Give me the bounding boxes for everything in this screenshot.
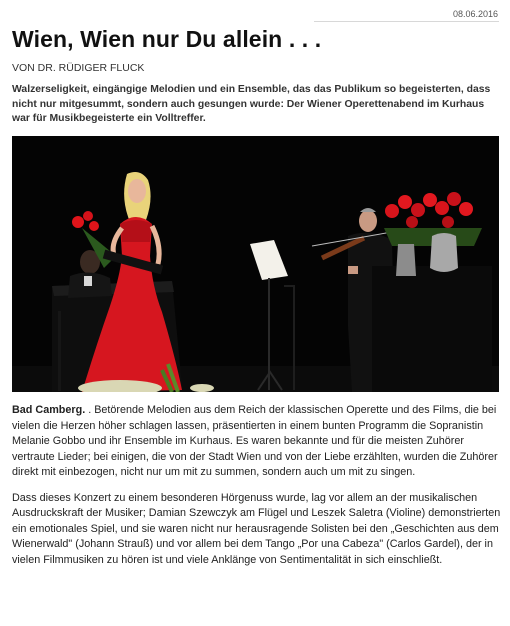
body-paragraph-1 <box>12 403 502 481</box>
dateline-place: Bad Camberg. <box>12 404 86 416</box>
body-paragraph-1-text: . Betörende Melodien aus dem Reich der klassischen Operette und des Films, die bei vielen die Herzen höher schlagen lassen, präsentierten in einem bunten Programm die Sopranistin Melanie Gobbo und ihr Ensemble im Kurhaus. Es waren bekannte und für die meisten Zuhörer vertraute Lieder; bei einigen, die von der Stadt Wien und von der Liebe erzählten, wurden die Zuhörer direkt mit einbezogen, nicht nur um mit zu summen, sondern auch um mit zu singen. <box>12 404 498 478</box>
article-byline: VON DR. RÜDIGER FLUCK <box>12 62 145 74</box>
concert-photo <box>12 136 499 392</box>
top-divider <box>314 21 499 22</box>
article-lead: Walzerseligkeit, eingängige Melodien und ein Ensemble, das das Publikum so begeisterten, dass nicht nur mitgesummt, sondern auch gesungen wurde: Der Wiener Operettenabend im Kurhaus war für Musikbegeisterte ein Volltreffer. <box>12 84 491 124</box>
article-title: Wien, Wien nur Du allein . . . <box>12 26 322 52</box>
body-paragraph-2: Dass dieses Konzert zu einem besonderen Hörgenuss wurde, lag vor allem an der musikalischen Ausdruckskraft der Musiker; Damian Szewczyk am Flügel und Leszek Saletra (Violine) demonstrierten ein emotionales Spiel, und sie waren nicht nur herausragende Solisten bei den „Geschichten aus dem Wienerwald" (Johann Strauß) und vor allem bei dem Tango „Por una Cabeza" (Carlos Gardel), der in vielen Filmmusiken zu hören ist und viele Anklänge von Sentimentalität in sich einschließt. <box>12 491 501 566</box>
article-date: 08.06.2016 <box>452 9 498 19</box>
article-body <box>12 403 502 578</box>
